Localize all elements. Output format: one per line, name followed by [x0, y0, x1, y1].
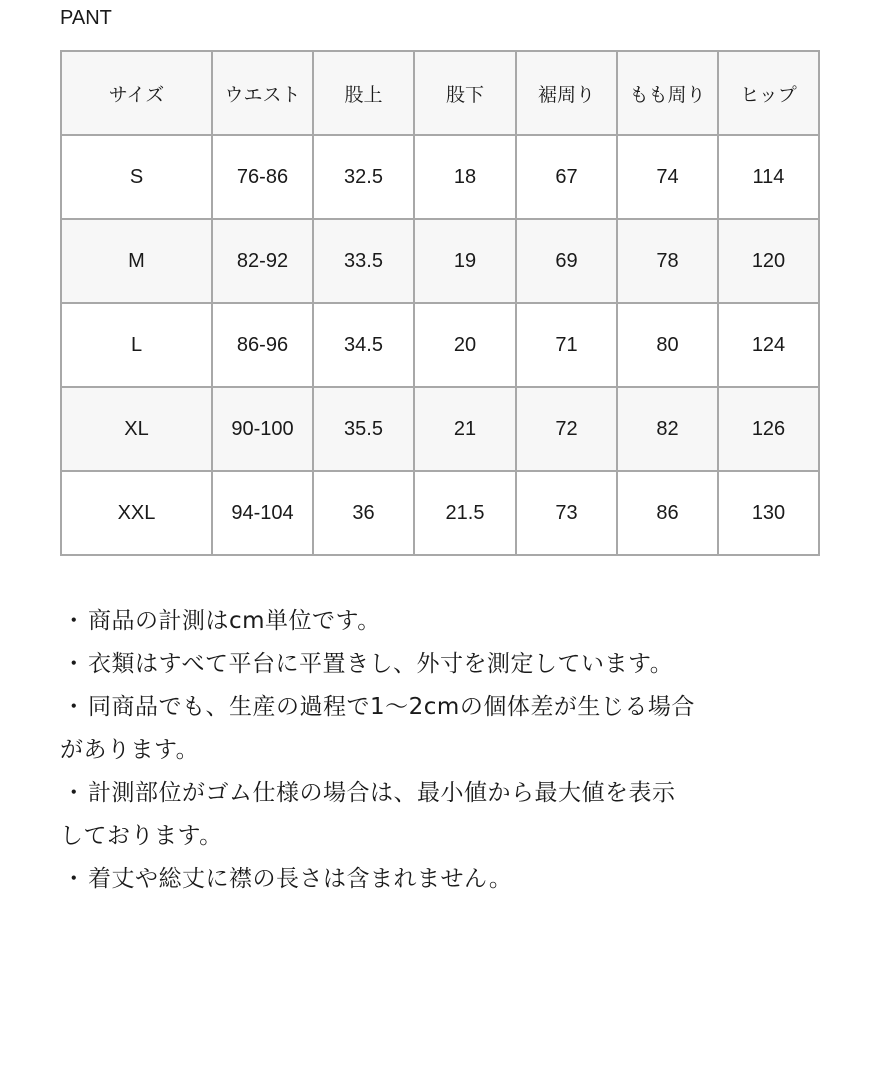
cell-inseam: 18: [414, 135, 516, 219]
cell-inseam: 21.5: [414, 471, 516, 555]
table-row: [61, 303, 819, 387]
note-text: 計測部位がゴム仕様の場合は、最小値から最大値を表示: [88, 780, 676, 806]
cell-waist: 82-92: [212, 219, 313, 303]
cell-waist: 94-104: [212, 471, 313, 555]
bullet: ・: [62, 651, 86, 677]
header-size: サイズ: [61, 51, 212, 135]
note-variation: [60, 686, 840, 729]
table-row: [61, 135, 819, 219]
note-unit: [60, 600, 840, 643]
cell-size: M: [61, 219, 212, 303]
header-rise: 股上: [313, 51, 414, 135]
bullet: ・: [62, 780, 86, 806]
cell-thigh: 86: [617, 471, 718, 555]
table-row: [61, 387, 819, 471]
note-text: 同商品でも、生産の過程で1〜2cmの個体差が生じる場合: [88, 694, 695, 720]
bullet: ・: [62, 866, 86, 892]
header-hem: 裾周り: [516, 51, 617, 135]
header-inseam: 股下: [414, 51, 516, 135]
cell-hip: 126: [718, 387, 819, 471]
cell-size: XL: [61, 387, 212, 471]
cell-inseam: 21: [414, 387, 516, 471]
cell-size: L: [61, 303, 212, 387]
cell-hip: 114: [718, 135, 819, 219]
table-row: [61, 219, 819, 303]
note-variation-cont: [60, 729, 840, 772]
cell-size: S: [61, 135, 212, 219]
cell-rise: 36: [313, 471, 414, 555]
cell-hip: 124: [718, 303, 819, 387]
note-collar: [60, 858, 840, 901]
cell-rise: 32.5: [313, 135, 414, 219]
cell-hem: 72: [516, 387, 617, 471]
cell-thigh: 74: [617, 135, 718, 219]
cell-waist: 76-86: [212, 135, 313, 219]
cell-thigh: 82: [617, 387, 718, 471]
cell-rise: 33.5: [313, 219, 414, 303]
cell-hip: 130: [718, 471, 819, 555]
cell-size: XXL: [61, 471, 212, 555]
cell-hem: 69: [516, 219, 617, 303]
table-header-row: [61, 51, 819, 135]
cell-waist: 86-96: [212, 303, 313, 387]
cell-rise: 34.5: [313, 303, 414, 387]
cell-inseam: 20: [414, 303, 516, 387]
bullet: ・: [62, 608, 86, 634]
cell-rise: 35.5: [313, 387, 414, 471]
size-table: [60, 50, 820, 556]
note-elastic: [60, 772, 840, 815]
cell-hem: 67: [516, 135, 617, 219]
cell-hem: 71: [516, 303, 617, 387]
header-waist: ウエスト: [212, 51, 313, 135]
note-measurement: [60, 643, 840, 686]
cell-inseam: 19: [414, 219, 516, 303]
cell-hem: 73: [516, 471, 617, 555]
note-text: 衣類はすべて平台に平置きし、外寸を測定しています。: [88, 651, 674, 677]
page-title: PANT: [60, 7, 112, 29]
cell-thigh: 78: [617, 219, 718, 303]
note-text: 商品の計測はcm単位です。: [88, 608, 381, 634]
bullet: ・: [62, 694, 86, 720]
cell-hip: 120: [718, 219, 819, 303]
note-text: しております。: [60, 823, 223, 849]
header-thigh: もも周り: [617, 51, 718, 135]
note-elastic-cont: [60, 815, 840, 858]
table-row: [61, 471, 819, 555]
cell-waist: 90-100: [212, 387, 313, 471]
header-hip: ヒップ: [718, 51, 819, 135]
notes-section: [60, 600, 840, 901]
cell-thigh: 80: [617, 303, 718, 387]
note-text: 着丈や総丈に襟の長さは含まれません。: [88, 866, 513, 892]
note-text: があります。: [60, 737, 200, 763]
